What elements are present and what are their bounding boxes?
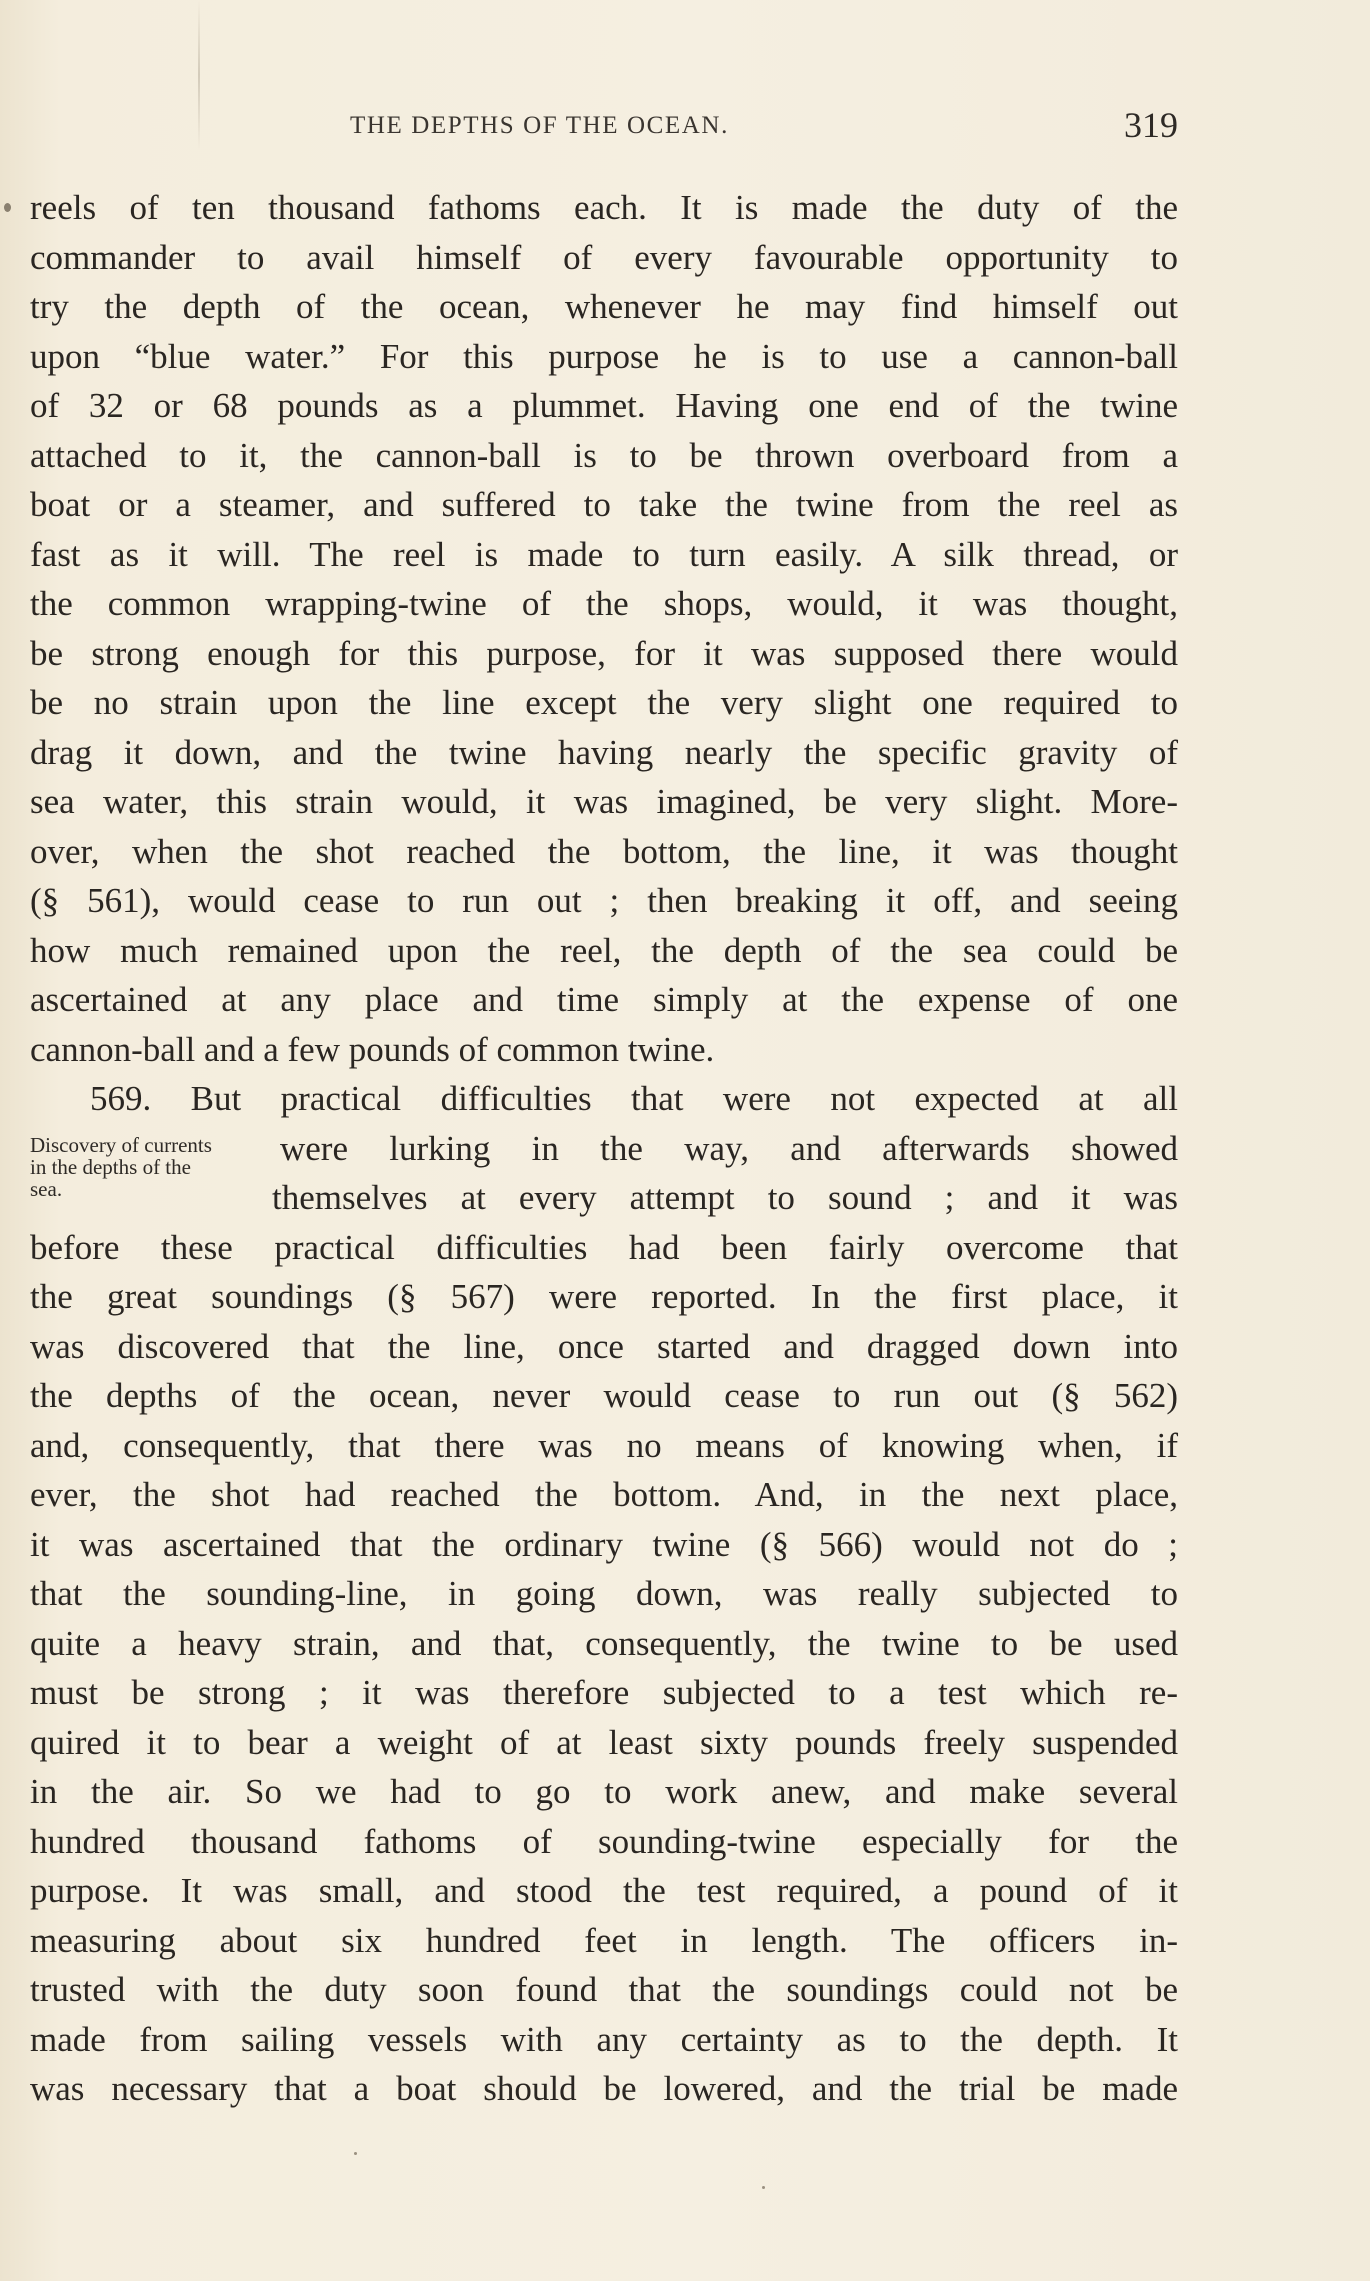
text-line: themselves at every attempt to sound ; and it was bbox=[272, 1178, 1178, 1217]
text-line: try the depth of the ocean, whenever he may find himself out bbox=[30, 287, 1178, 326]
text-line: cannon-ball and a few pounds of common twine. bbox=[30, 1029, 715, 1069]
text-line: quite a heavy strain, and that, consequently, the twine to be used bbox=[30, 1623, 1178, 1663]
paragraph-start-569: 569. But practical difficulties that were not expected at all bbox=[90, 1079, 1178, 1118]
text-line: was necessary that a boat should be lowered, and the trial be made bbox=[30, 2069, 1178, 2108]
text-line: ever, the shot had reached the bottom. And, in the next place, bbox=[30, 1475, 1178, 1514]
text-line: boat or a steamer, and suffered to take the twine from the reel as bbox=[30, 485, 1178, 524]
paper-speck bbox=[762, 2186, 765, 2189]
text-line: must be strong ; it was therefore subjected to a test which re- bbox=[30, 1673, 1178, 1712]
marginal-note-line: sea. bbox=[30, 1177, 63, 1201]
marginal-note bbox=[30, 1134, 270, 1200]
text-line: made from sailing vessels with any certainty as to the depth. It bbox=[30, 2019, 1178, 2059]
text-line: over, when the shot reached the bottom, the line, it was thought bbox=[30, 831, 1178, 871]
text-line: in the air. So we had to go to work anew, and make several bbox=[30, 1772, 1178, 1811]
text-line: purpose. It was small, and stood the test required, a pound of it bbox=[30, 1871, 1178, 1910]
text-line: it was ascertained that the ordinary twine (§ 566) would not do ; bbox=[30, 1524, 1178, 1564]
text-line: were lurking in the way, and afterwards showed bbox=[280, 1128, 1178, 1168]
text-line: ascertained at any place and time simply at the expense of one bbox=[30, 980, 1178, 1019]
text-line: be no strain upon the line except the very slight one required to bbox=[30, 683, 1178, 722]
running-title: THE DEPTHS OF THE OCEAN. bbox=[350, 112, 729, 139]
text-line: upon “blue water.” For this purpose he is to use a cannon-ball bbox=[30, 336, 1178, 376]
text-line: trusted with the duty soon found that the soundings could not be bbox=[30, 1970, 1178, 2009]
text-line: attached to it, the cannon-ball is to be thrown overboard from a bbox=[30, 435, 1178, 475]
text-line: and, consequently, that there was no means of knowing when, if bbox=[30, 1425, 1178, 1465]
text-line: commander to avail himself of every favourable opportunity to bbox=[30, 237, 1178, 277]
text-line: that the sounding-line, in going down, was really subjected to bbox=[30, 1574, 1178, 1613]
text-line: the great soundings (§ 567) were reported. In the first place, it bbox=[30, 1277, 1178, 1316]
text-line: was discovered that the line, once started and dragged down into bbox=[30, 1326, 1178, 1366]
text-line: (§ 561), would cease to run out ; then breaking it off, and seeing bbox=[30, 881, 1178, 920]
text-line: before these practical difficulties had been fairly overcome that bbox=[30, 1227, 1178, 1267]
margin-dot bbox=[4, 203, 11, 212]
text-line: how much remained upon the reel, the depth of the sea could be bbox=[30, 930, 1178, 970]
page-header bbox=[30, 104, 1178, 154]
paper-speck bbox=[354, 2152, 357, 2155]
page-number: 319 bbox=[1124, 105, 1178, 145]
marginal-note-line: Discovery of currents bbox=[30, 1133, 212, 1157]
text-line: hundred thousand fathoms of sounding-twine especially for the bbox=[30, 1821, 1178, 1861]
text-line: the common wrapping-twine of the shops, would, it was thought, bbox=[30, 584, 1178, 623]
text-line: reels of ten thousand fathoms each. It is made the duty of the bbox=[30, 188, 1178, 227]
text-line: quired it to bear a weight of at least sixty pounds freely suspended bbox=[30, 1722, 1178, 1762]
text-line: the depths of the ocean, never would cease to run out (§ 562) bbox=[30, 1376, 1178, 1415]
text-line: sea water, this strain would, it was imagined, be very slight. More- bbox=[30, 782, 1178, 821]
text-line: measuring about six hundred feet in length. The officers in- bbox=[30, 1920, 1178, 1960]
text-line: drag it down, and the twine having nearly the specific gravity of bbox=[30, 732, 1178, 772]
text-line: be strong enough for this purpose, for it was supposed there would bbox=[30, 633, 1178, 673]
text-line: fast as it will. The reel is made to turn easily. A silk thread, or bbox=[30, 534, 1178, 574]
text-line: of 32 or 68 pounds as a plummet. Having one end of the twine bbox=[30, 386, 1178, 425]
marginal-note-line: in the depths of the bbox=[30, 1155, 191, 1179]
